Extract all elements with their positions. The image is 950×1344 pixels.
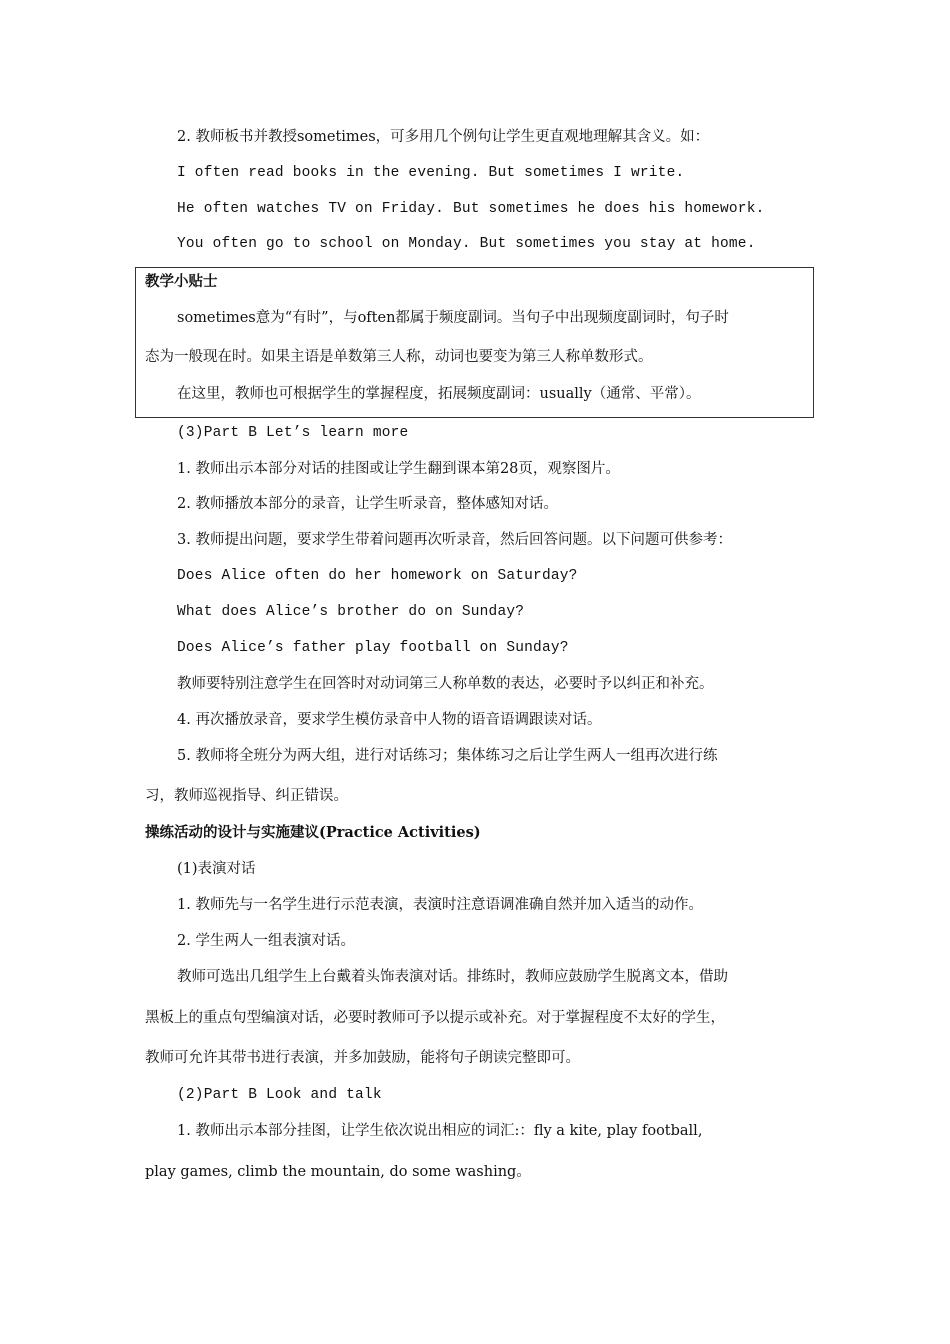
learn-more-item-5-line-2: 习，教师巡视指导、纠正错误。 bbox=[145, 788, 348, 804]
practice-paragraph-line-3: 教师可允许其带书进行表演，并多加鼓励，能将句子朗读完整即可。 bbox=[145, 1050, 580, 1066]
reference-question-2: What does Alice’s brother do on Sunday? bbox=[177, 604, 525, 620]
example-sentence-3: You often go to school on Monday. But sometimes you stay at home. bbox=[177, 236, 756, 252]
learn-more-item-4: 4. 再次播放录音，要求学生模仿录音中人物的语音语调跟读对话。 bbox=[177, 712, 602, 728]
look-and-talk-item-1-line-1: 1. 教师出示本部分挂图，让学生依次说出相应的词汇:：fly a kite, play football, bbox=[177, 1123, 703, 1139]
practice-item-2: 2. 学生两人一组表演对话。 bbox=[177, 933, 355, 949]
tip-paragraph-2: 在这里，教师也可根据学生的掌握程度，拓展频度副词：usually（通常、平常）。 bbox=[177, 386, 701, 402]
learn-more-item-3: 3. 教师提出问题，要求学生带着问题再次听录音，然后回答问题。以下问题可供参考： bbox=[177, 532, 732, 548]
tip-paragraph-1-line-1: sometimes意为“有时”，与often都属于频度副词。当句子中出现频度副词时，句子时 bbox=[177, 310, 729, 326]
section-heading-part-b-learn-more: (3)Part B Let’s learn more bbox=[177, 425, 409, 441]
practice-paragraph-line-1: 教师可选出几组学生上台戴着头饰表演对话。排练时，教师应鼓励学生脱离文本，借助 bbox=[177, 969, 728, 985]
example-sentence-2: He often watches TV on Friday. But sometimes he does his homework. bbox=[177, 201, 765, 217]
learn-more-item-5-line-1: 5. 教师将全班分为两大组，进行对话练习；集体练习之后让学生两人一组再次进行练 bbox=[177, 748, 718, 764]
learn-more-item-2: 2. 教师播放本部分的录音，让学生听录音，整体感知对话。 bbox=[177, 496, 558, 512]
tip-paragraph-1-line-2: 态为一般现在时。如果主语是单数第三人称，动词也要变为第三人称单数形式。 bbox=[145, 349, 653, 365]
reference-question-1: Does Alice often do her homework on Saturday? bbox=[177, 568, 578, 584]
teacher-note: 教师要特别注意学生在回答时对动词第三人称单数的表达，必要时予以纠正和补充。 bbox=[177, 676, 714, 692]
learn-more-item-1: 1. 教师出示本部分对话的挂图或让学生翻到课本第28页，观察图片。 bbox=[177, 461, 620, 477]
practice-subheading-1: (1)表演对话 bbox=[177, 861, 256, 877]
tip-title: 教学小贴士 bbox=[145, 273, 218, 290]
example-sentence-1: I often read books in the evening. But sometimes I write. bbox=[177, 165, 685, 181]
practice-item-1: 1. 教师先与一名学生进行示范表演，表演时注意语调准确自然并加入适当的动作。 bbox=[177, 897, 703, 913]
practice-subheading-2: (2)Part B Look and talk bbox=[177, 1087, 382, 1103]
look-and-talk-item-1-line-2: play games, climb the mountain, do some washing。 bbox=[145, 1164, 531, 1180]
practice-paragraph-line-2: 黑板上的重点句型编演对话，必要时教师可予以提示或补充。对于掌握程度不太好的学生， bbox=[145, 1010, 725, 1026]
reference-question-3: Does Alice’s father play football on Sunday? bbox=[177, 640, 569, 656]
practice-activities-heading: 操练活动的设计与实施建议(Practice Activities) bbox=[145, 824, 481, 841]
instruction-item-2: 2. 教师板书并教授sometimes，可多用几个例句让学生更直观地理解其含义。如： bbox=[177, 129, 710, 145]
